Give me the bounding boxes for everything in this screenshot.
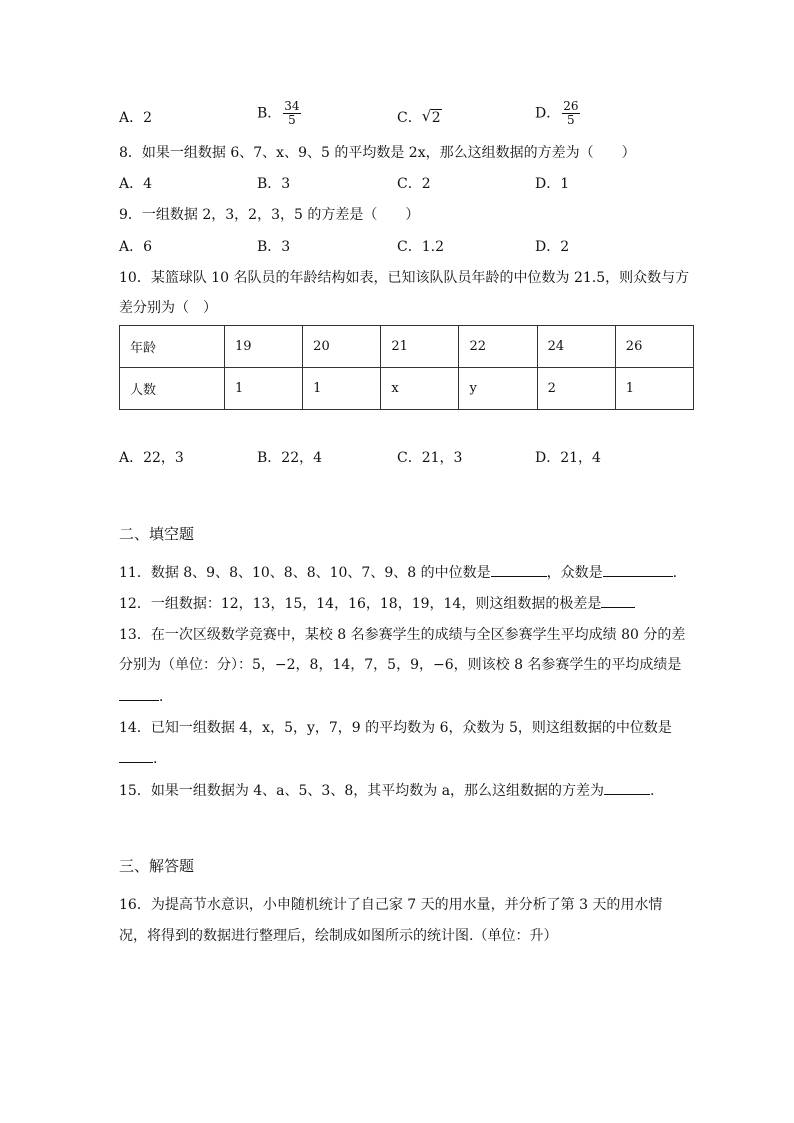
q8-option-b: B．3: [257, 176, 291, 192]
option-label: D．: [535, 105, 561, 122]
fraction-numerator: 26: [563, 99, 579, 113]
q11-part2: ，众数是: [546, 565, 603, 581]
q9-option-d: D．2: [535, 239, 570, 255]
answer-blank[interactable]: [603, 562, 673, 577]
table-row: [120, 326, 694, 368]
fraction-denominator: 5: [288, 113, 296, 127]
q16-line1: 16．为提高节水意识，小申随机统计了自己家 7 天的用水量，并分析了第 3 天的用水情: [119, 897, 663, 913]
fraction-numerator: 34: [284, 99, 300, 113]
table-cell: 1: [303, 368, 381, 410]
q7-option-d: [535, 100, 580, 127]
table-cell: x: [381, 368, 459, 410]
age-structure-table: [119, 325, 694, 410]
option-label: B．: [257, 105, 282, 122]
table-cell: 20: [303, 326, 381, 368]
answer-blank[interactable]: [491, 562, 547, 577]
q10-line2: 差分别为（ ）: [119, 300, 217, 316]
q11-end: .: [672, 565, 678, 581]
q9-option-a: A．6: [119, 239, 153, 255]
q13-line3: [119, 686, 173, 707]
radical-sign-icon: √: [421, 107, 432, 125]
answer-blank[interactable]: [604, 780, 650, 795]
fraction: [283, 100, 300, 127]
q15-end: .: [650, 783, 655, 799]
table-cell: 24: [537, 326, 615, 368]
q10-option-a: A．22，3: [119, 450, 184, 466]
section-title-fill-in: 二、填空题: [119, 525, 195, 543]
option-label: C．: [397, 110, 422, 126]
q9-text: 9．一组数据 2，3，2，3，5 的方差是（ ）: [119, 207, 420, 223]
table-cell: 19: [225, 326, 303, 368]
table-cell: 1: [615, 368, 693, 410]
q15-text: [119, 780, 655, 801]
answer-blank[interactable]: [119, 748, 153, 763]
q9-option-c: C．1.2: [397, 239, 444, 255]
q11-text: [119, 562, 677, 583]
q8-option-a: A．4: [119, 176, 153, 192]
table-cell: 年龄: [120, 326, 225, 368]
answer-blank[interactable]: [119, 686, 159, 701]
table-cell: 26: [615, 326, 693, 368]
q7-option-a: [119, 108, 152, 128]
fraction: [562, 100, 579, 127]
q12-text: [119, 593, 635, 614]
q14-end: .: [153, 751, 158, 767]
q7-option-c: [397, 108, 442, 128]
q15-body: 15．如果一组数据为 4、a、5、3、8，其平均数为 a，那么这组数据的方差为: [119, 783, 605, 799]
table-cell: 人数: [120, 368, 225, 410]
radicand: 2: [431, 110, 441, 126]
q13-end: ．: [159, 689, 173, 705]
q10-option-b: B．22，4: [257, 450, 323, 466]
table-row: [120, 368, 694, 410]
option-label: A．: [119, 110, 144, 126]
q14-line1: 14．已知一组数据 4，x，5，y，7，9 的平均数为 6，众数为 5，则这组数据的中位数是: [119, 720, 672, 736]
q14-line2: [119, 748, 157, 769]
answer-blank[interactable]: [601, 593, 635, 608]
q10-line1: 10．某篮球队 10 名队员的年龄结构如表，已知该队队员年龄的中位数为 21.5，则众数与方: [119, 270, 690, 286]
q12-body: 12．一组数据：12，13，15，14，16，18，19，14，则这组数据的极差是: [119, 596, 602, 612]
q9-option-b: B．3: [257, 239, 291, 255]
fraction-denominator: 5: [567, 113, 575, 127]
square-root: [422, 108, 442, 128]
q8-option-d: D．1: [535, 176, 570, 192]
table-cell: 2: [537, 368, 615, 410]
table-cell: 22: [459, 326, 537, 368]
q7-option-b: [257, 100, 301, 127]
q16-line2: 况，将得到的数据进行整理后，绘制成如图所示的统计图.（单位：升）: [119, 928, 558, 944]
q10-option-c: C．21，3: [397, 450, 463, 466]
section-title-answer: 三、解答题: [119, 857, 195, 875]
table-cell: y: [459, 368, 537, 410]
q11-part1: 11．数据 8、9、8、10、8、8、10、7、9、8 的中位数是: [119, 565, 491, 581]
q10-option-d: D．21，4: [535, 450, 601, 466]
table-cell: 21: [381, 326, 459, 368]
q13-line1: 13．在一次区级数学竞赛中，某校 8 名参赛学生的成绩与全区参赛学生平均成绩 80 分的差: [119, 627, 686, 643]
q8-option-c: C．2: [397, 176, 431, 192]
table-cell: 1: [225, 368, 303, 410]
q13-line2: 分别为（单位：分）：5，−2，8，14，7，5，9，−6，则该校 8 名参赛学生的平均成绩是: [119, 657, 682, 673]
q8-text: 8．如果一组数据 6、7、x、9、5 的平均数是 2x，那么这组数据的方差为（ ）: [119, 145, 636, 161]
option-value: 2: [143, 110, 153, 126]
